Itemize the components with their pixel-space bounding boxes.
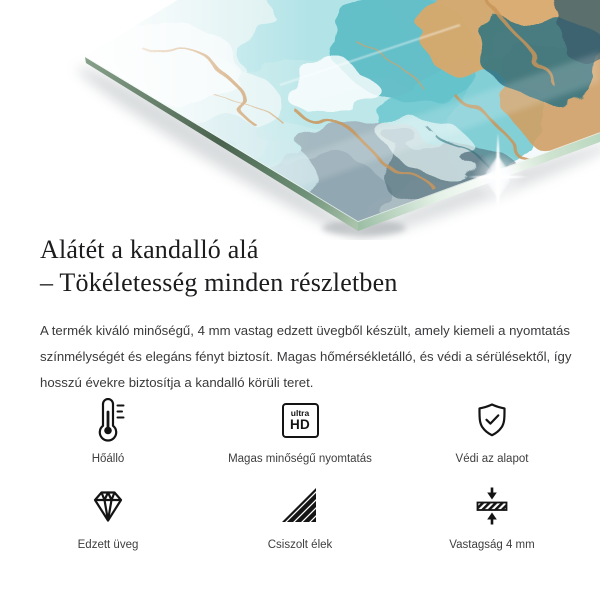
page-title-line2: – Tökéletesség minden részletben xyxy=(40,268,398,297)
feature-print-quality xyxy=(204,398,396,466)
thickness-arrows-icon xyxy=(472,484,512,528)
polished-edges-icon xyxy=(280,484,320,528)
feature-label: Magas minőségű nyomtatás xyxy=(228,453,372,465)
diamond-icon xyxy=(88,484,128,528)
feature-tempered-glass xyxy=(12,484,204,552)
feature-polished-edges xyxy=(204,484,396,552)
thermometer-icon xyxy=(90,398,126,442)
description-line: hosszú évekre biztosítja a kandalló körüli teret. xyxy=(40,375,314,390)
ultra-hd-icon-text-top: ultra xyxy=(290,407,310,418)
description-line: színmélységét és elegáns fényt biztosít. Magas hőmérsékletálló, és védi a sérülésektől, így xyxy=(40,349,572,364)
product-description xyxy=(40,318,572,396)
feature-protects-base xyxy=(396,398,588,466)
feature-label: Csiszolt élek xyxy=(267,539,333,551)
feature-label: Védi az alapot xyxy=(455,453,529,465)
feature-label: Vastagság 4 mm xyxy=(449,539,535,551)
feature-label: Hőálló xyxy=(91,453,125,465)
description-line: A termék kiváló minőségű, 4 mm vastag edzett üvegből készült, amely kiemeli a nyomtatás xyxy=(40,323,570,338)
feature-label: Edzett üveg xyxy=(77,539,139,551)
page-title xyxy=(40,233,560,299)
feature-heat-resistant xyxy=(12,398,204,466)
glass-hearth-pad-illustration xyxy=(0,0,600,240)
features-grid xyxy=(12,398,588,552)
ultra-hd-icon xyxy=(282,398,319,442)
shield-check-icon xyxy=(472,398,512,442)
text-block xyxy=(40,233,572,396)
product-photo xyxy=(0,0,600,240)
page-title-line1: Alátét a kandalló alá xyxy=(40,235,259,264)
feature-thickness xyxy=(396,484,588,552)
ultra-hd-icon-text-bottom: HD xyxy=(289,417,311,432)
